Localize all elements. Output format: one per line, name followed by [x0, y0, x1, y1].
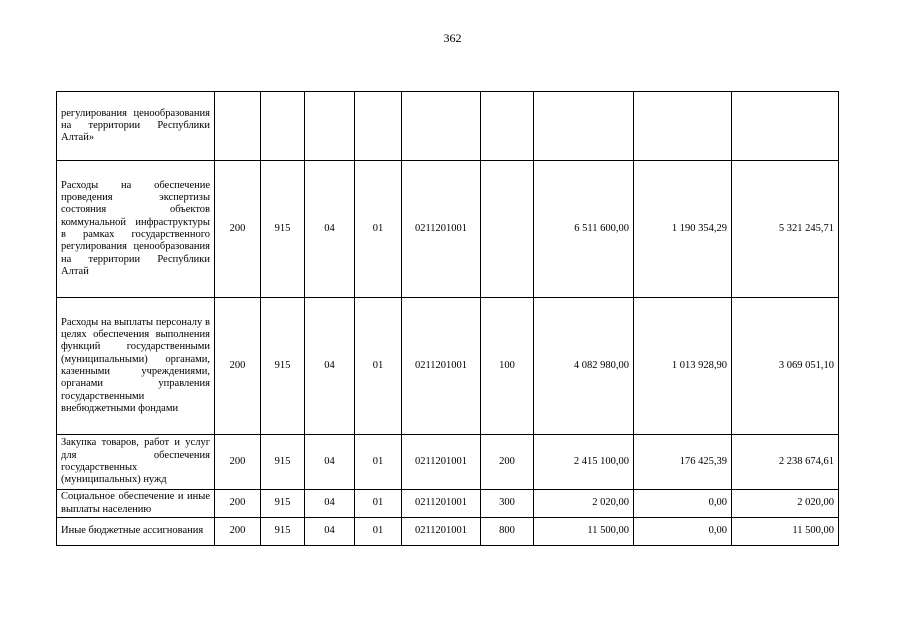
cell-ministry: 915: [261, 298, 305, 435]
cell-remaining: 2 020,00: [732, 490, 839, 518]
cell-subsection: 01: [355, 298, 402, 435]
row-description: Социальное обеспечение и иные выплаты населению: [57, 490, 215, 518]
cell-target-article: [402, 92, 481, 161]
cell-section: 04: [305, 490, 355, 518]
cell-executed: 1 190 354,29: [634, 161, 732, 298]
page-number: 362: [443, 31, 462, 45]
cell-plan: 4 082 980,00: [534, 298, 634, 435]
row-description: Расходы на обеспечение проведения экспертизы состояния объектов коммунальной инфраструктуры в рамках государственного регулирования ценообразования на территории Республики Алтай: [57, 161, 215, 298]
cell-executed: 176 425,39: [634, 435, 732, 490]
table-row: [57, 518, 839, 546]
cell-plan: 6 511 600,00: [534, 161, 634, 298]
table-row: [57, 490, 839, 518]
table-row: [57, 435, 839, 490]
cell-ministry: 915: [261, 161, 305, 298]
cell-executed: [634, 92, 732, 161]
cell-expense-type: [481, 92, 534, 161]
row-description: регулирования ценообразования на территории Республики Алтай»: [57, 92, 215, 161]
cell-remaining: 11 500,00: [732, 518, 839, 546]
cell-ministry: 915: [261, 490, 305, 518]
cell-subsection: 01: [355, 161, 402, 298]
cell-expense-type: 200: [481, 435, 534, 490]
table-row: [57, 92, 839, 161]
table-row: [57, 161, 839, 298]
cell-section: 04: [305, 298, 355, 435]
cell-target-article: 0211201001: [402, 490, 481, 518]
cell-section: 04: [305, 435, 355, 490]
cell-target-article: 0211201001: [402, 161, 481, 298]
cell-plan: [534, 92, 634, 161]
cell-subsection: 01: [355, 435, 402, 490]
cell-executed: 1 013 928,90: [634, 298, 732, 435]
cell-remaining: 5 321 245,71: [732, 161, 839, 298]
row-description: Закупка товаров, работ и услуг для обеспечения государственных (муниципальных) нужд: [57, 435, 215, 490]
cell-remaining: 2 238 674,61: [732, 435, 839, 490]
row-description: Иные бюджетные ассигнования: [57, 518, 215, 546]
cell-executed: 0,00: [634, 490, 732, 518]
cell-gr: 200: [215, 298, 261, 435]
cell-subsection: 01: [355, 518, 402, 546]
cell-plan: 2 415 100,00: [534, 435, 634, 490]
cell-gr: 200: [215, 518, 261, 546]
cell-target-article: 0211201001: [402, 435, 481, 490]
cell-ministry: 915: [261, 518, 305, 546]
cell-gr: 200: [215, 490, 261, 518]
cell-ministry: [261, 92, 305, 161]
cell-gr: 200: [215, 161, 261, 298]
cell-gr: [215, 92, 261, 161]
cell-remaining: 3 069 051,10: [732, 298, 839, 435]
cell-subsection: [355, 92, 402, 161]
cell-section: 04: [305, 518, 355, 546]
cell-subsection: 01: [355, 490, 402, 518]
cell-remaining: [732, 92, 839, 161]
cell-gr: 200: [215, 435, 261, 490]
cell-ministry: 915: [261, 435, 305, 490]
cell-expense-type: 300: [481, 490, 534, 518]
row-description: Расходы на выплаты персоналу в целях обеспечения выполнения функций государственными (муниципальными) органами, казенными учреждениями, органами управления государственными внебюджетными фондами: [57, 298, 215, 435]
cell-plan: 2 020,00: [534, 490, 634, 518]
cell-expense-type: 100: [481, 298, 534, 435]
cell-plan: 11 500,00: [534, 518, 634, 546]
table-row: [57, 298, 839, 435]
cell-section: 04: [305, 161, 355, 298]
cell-target-article: 0211201001: [402, 518, 481, 546]
budget-table: [56, 91, 839, 546]
cell-expense-type: [481, 161, 534, 298]
cell-expense-type: 800: [481, 518, 534, 546]
cell-executed: 0,00: [634, 518, 732, 546]
cell-section: [305, 92, 355, 161]
cell-target-article: 0211201001: [402, 298, 481, 435]
